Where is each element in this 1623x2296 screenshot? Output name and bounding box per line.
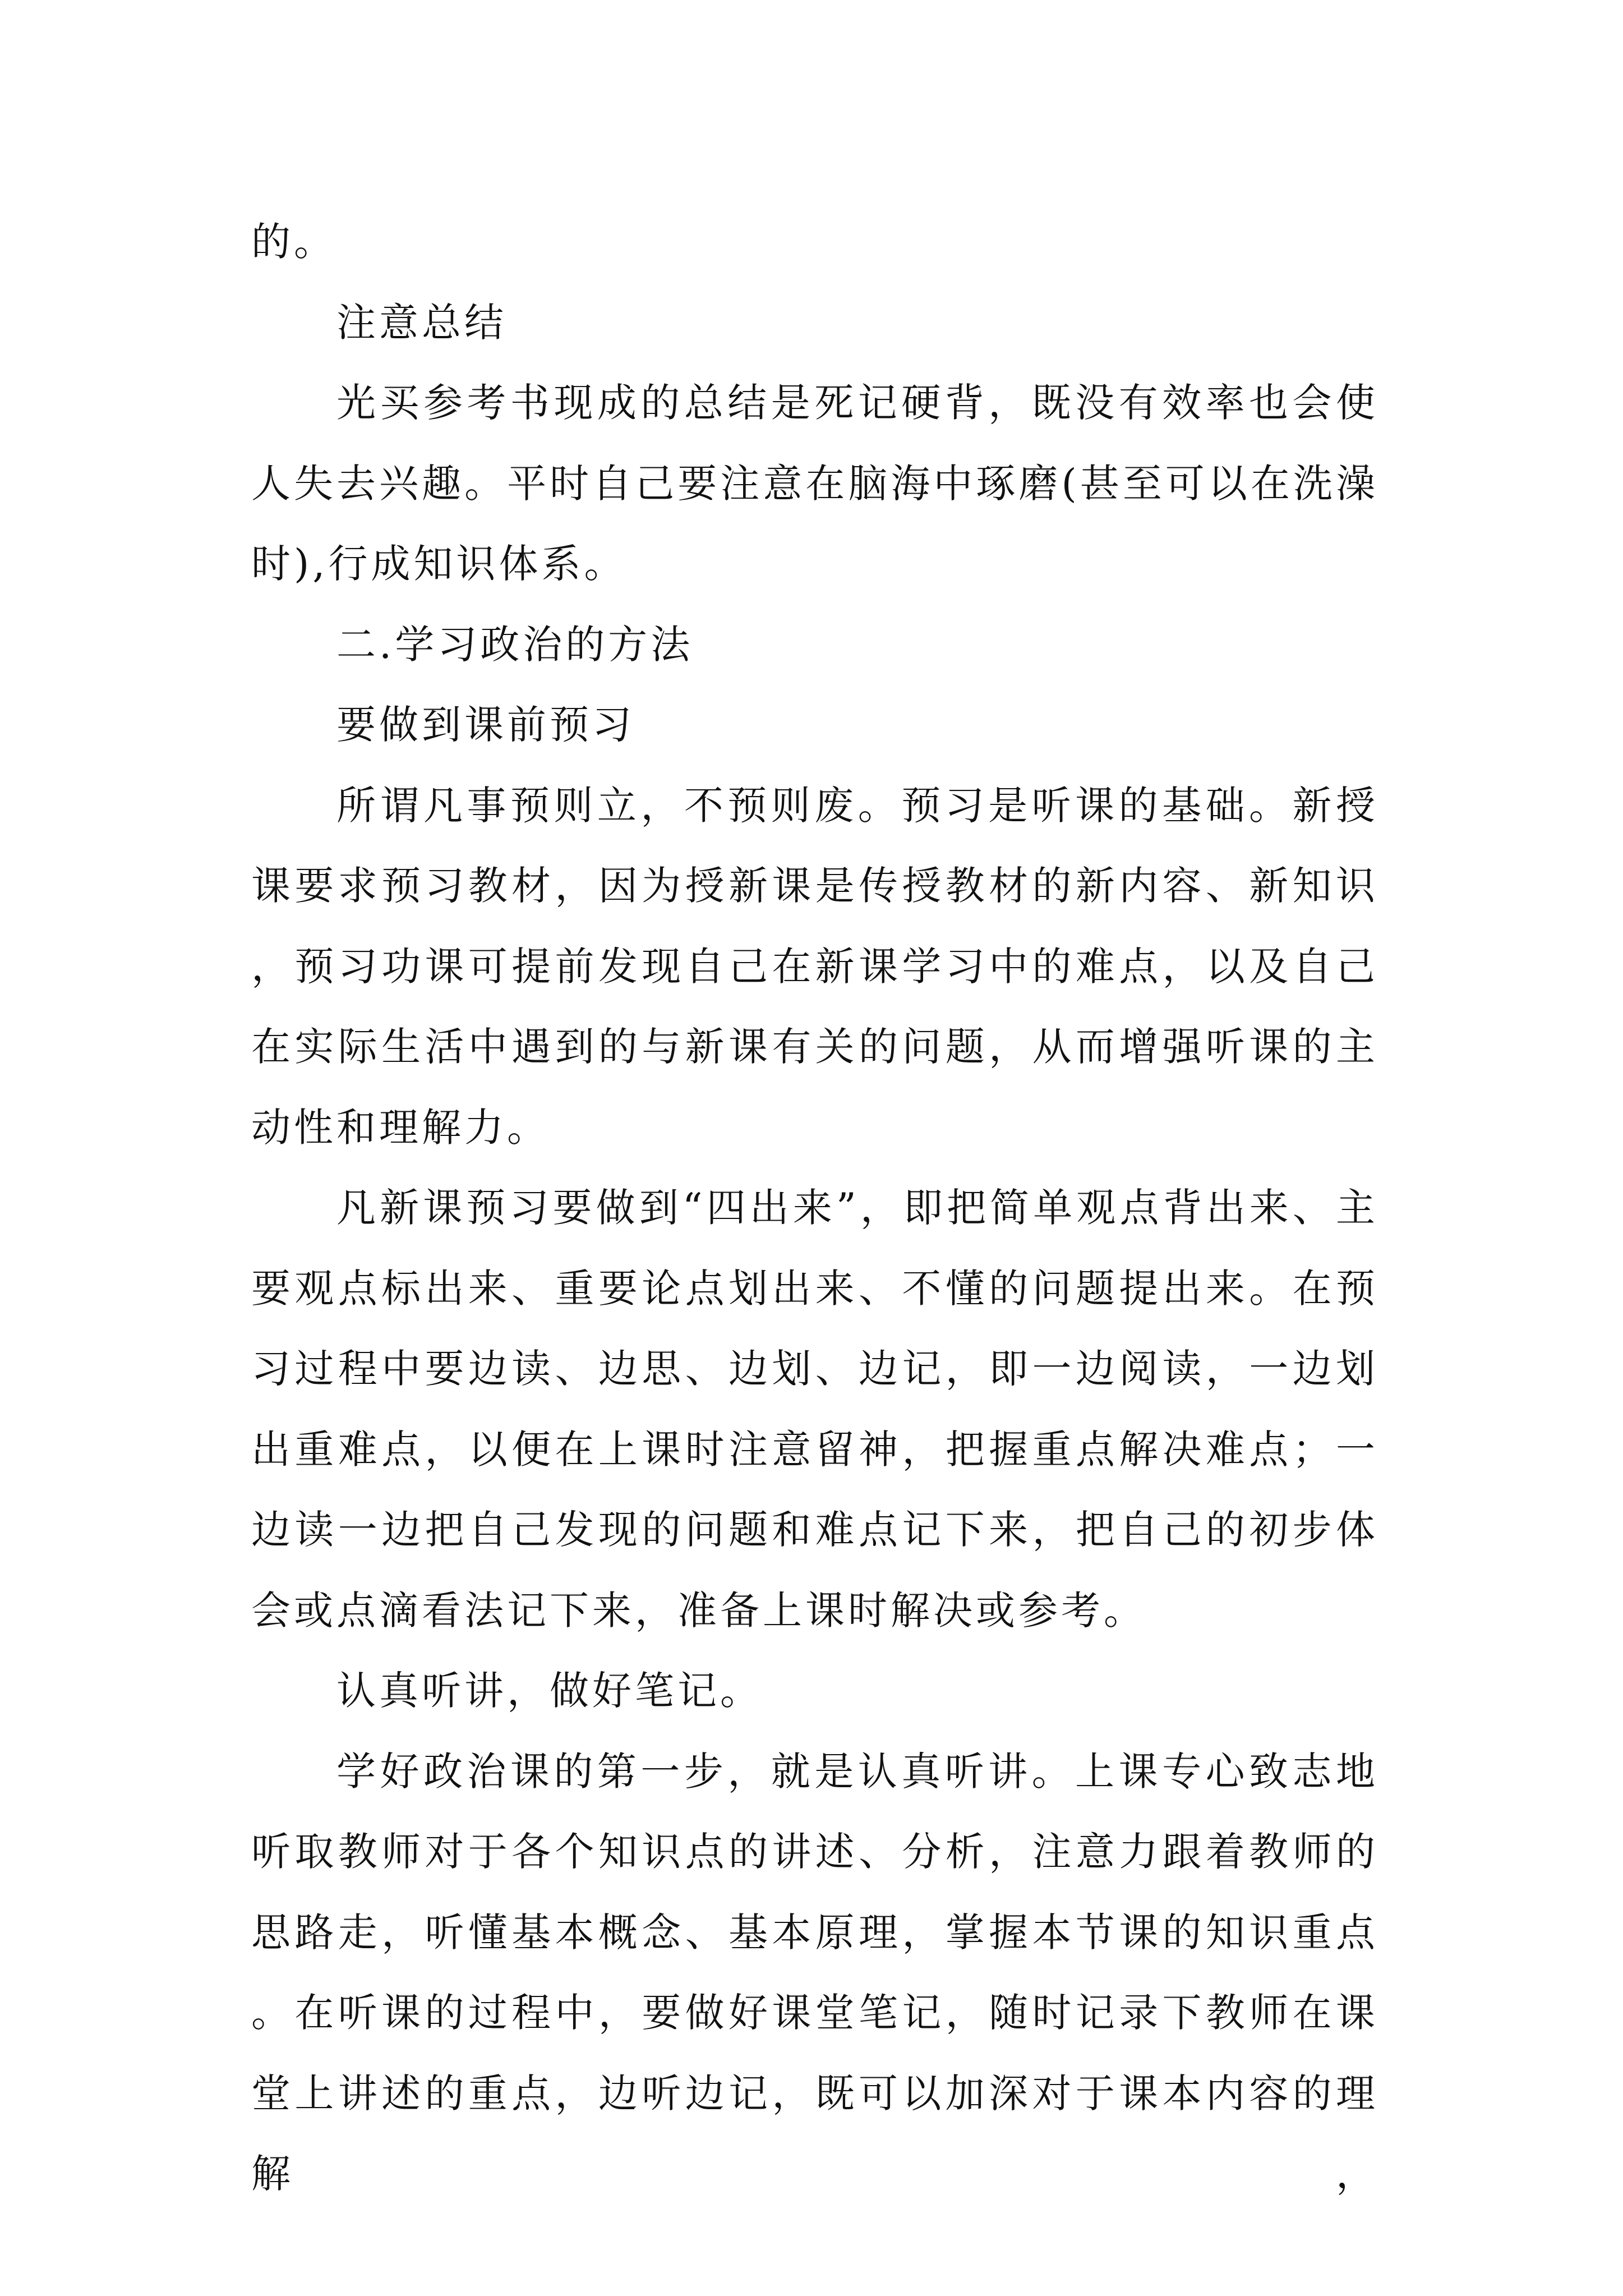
heading-zhuyi-zongjie: 注意总结 bbox=[336, 299, 507, 346]
paragraph-listen-carefully: 学好政治课的第一步，就是认真听讲。上课专心致志地听取教师对于各个知识点的讲述、分析，注意力跟着教师的思路走，听懂基本概念、基本原理，掌握本节课的知识重点。在听课的过程中，要做好课堂笔记，随时记录下教师在课堂上讲述的重点，边听边记，既可以加深对于课本内容的理解， bbox=[251, 1748, 1378, 2197]
heading-listen-notes: 认真听讲，做好笔记。 bbox=[336, 1668, 763, 1714]
document-body bbox=[251, 202, 1378, 2215]
paragraph-continuation: 的。 bbox=[251, 219, 336, 265]
paragraph-four-outs: 凡新课预习要做到“四出来”，即把简单观点背出来、主要观点标出来、重要论点划出来、不懂的问题提出来。在预习过程中要边读、边思、边划、边记，即一边阅读，一边划出重难点，以便在上课时注意留神，把握重点解决难点；一边读一边把自己发现的问题和难点记下来，把自己的初步体会或点滴看法记下来，准备上课时解决或参考。 bbox=[251, 1185, 1378, 1634]
heading-preview: 要做到课前预习 bbox=[336, 702, 635, 748]
paragraph-preview-basis: 所谓凡事预则立，不预则废。预习是听课的基础。新授课要求预习教材，因为授新课是传授教材的新内容、新知识，预习功课可提前发现自己在新课学习中的难点，以及自己在实际生活中遇到的与新课有关的问题，从而增强听课的主动性和理解力。 bbox=[251, 782, 1378, 1151]
paragraph-summary-advice: 光买参考书现成的总结是死记硬背，既没有效率也会使人失去兴趣。平时自己要注意在脑海中琢磨(甚至可以在洗澡时),行成知识体系。 bbox=[251, 380, 1378, 587]
section-heading-methods: 二.学习政治的方法 bbox=[336, 621, 694, 668]
